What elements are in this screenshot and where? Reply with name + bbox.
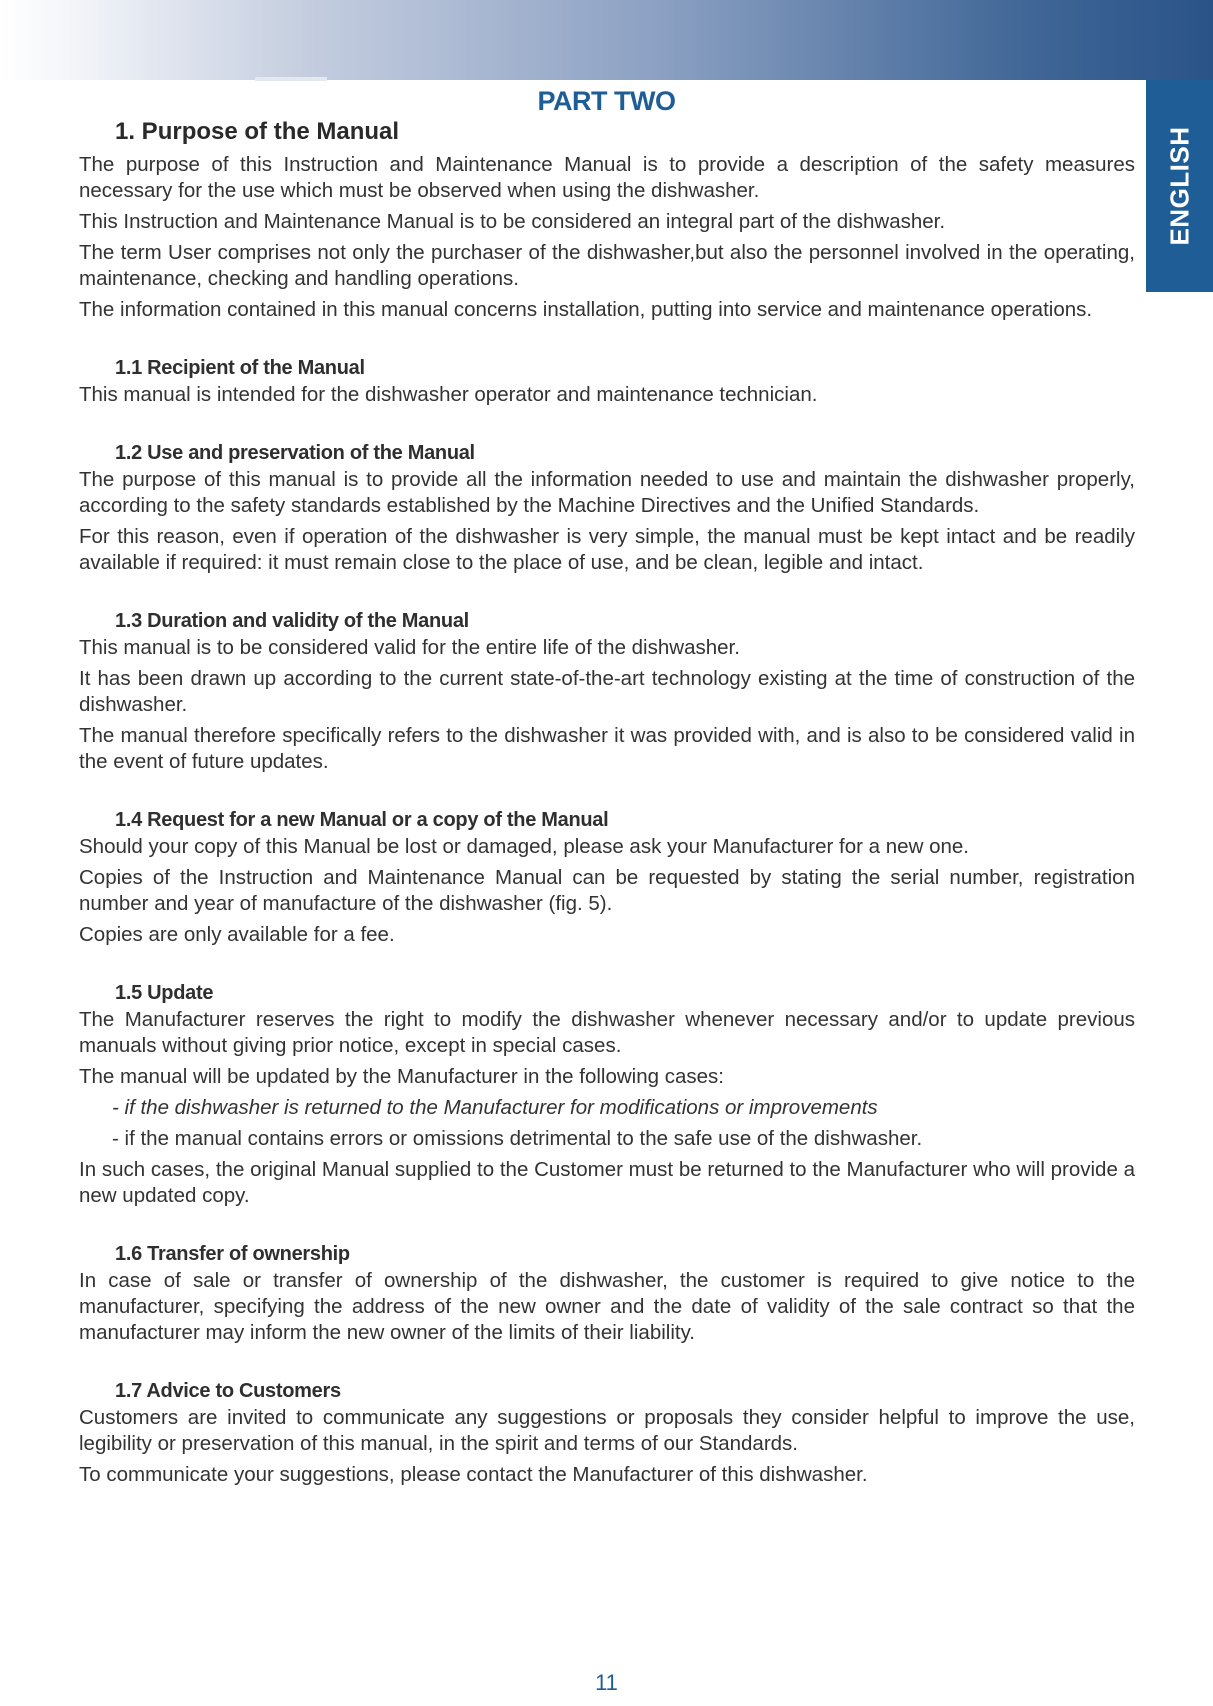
paragraph: The information contained in this manual concerns installation, putting into service and maintenance operations. [79,298,1093,321]
list-item: - if the manual contains errors or omissions detrimental to the safe use of the dishwasher. [112,1127,923,1150]
section-title: 1. Purpose of the Manual [115,118,400,145]
paragraph: The purpose of this Instruction and Maintenance Manual is to provide a description of the safety measures necessary for the use which must be observed when using the dishwasher. [79,153,1135,202]
paragraph: The term User comprises not only the purchaser of the dishwasher,but also the personnel involved in the operating, maintenance, checking and handling operations. [79,241,1135,290]
page-number: 11 [595,1670,618,1695]
subsection-title: 1.4 Request for a new Manual or a copy of the Manual [115,809,609,831]
paragraph: This manual is to be considered valid for the entire life of the dishwasher. [79,636,740,659]
paragraph: To communicate your suggestions, please contact the Manufacturer of this dishwasher. [79,1463,868,1486]
paragraph: The manual therefore specifically refers to the dishwasher it was provided with, and is also to be considered valid in the event of future updates. [79,724,1135,773]
paragraph: Customers are invited to communicate any suggestions or proposals they consider helpful to improve the use, legibility or preservation of this manual, in the spirit and terms of our Standards. [79,1406,1135,1455]
subsection-title: 1.5 Update [115,982,214,1004]
paragraph: In case of sale or transfer of ownership of the dishwasher, the customer is required to give notice to the manufacturer, specifying the address of the new owner and the date of validity of the sale contract so that the manufacturer may inform the new owner of the limits of their liability. [79,1269,1135,1344]
list-item: - if the dishwasher is returned to the Manufacturer for modifications or improvements [112,1096,878,1119]
paragraph: This manual is intended for the dishwasher operator and maintenance technician. [79,383,818,406]
paragraph: This Instruction and Maintenance Manual is to be considered an integral part of the dishwasher. [79,210,946,233]
paragraph: In such cases, the original Manual supplied to the Customer must be returned to the Manufacturer who will provide a new updated copy. [79,1158,1135,1207]
paragraph: For this reason, even if operation of the dishwasher is very simple, the manual must be kept intact and be readily available if required: it must remain close to the place of use, and be clean, legible and intact. [79,525,1135,574]
part-title: PART TWO [537,86,676,116]
header-band [0,0,1213,80]
manual-content [79,118,1135,1493]
subsection-title: 1.2 Use and preservation of the Manual [115,442,475,464]
paragraph: Copies are only available for a fee. [79,923,395,946]
header-accent-line [255,77,327,81]
subsection-title: 1.6 Transfer of ownership [115,1243,350,1265]
subsection-title: 1.7 Advice to Customers [115,1380,341,1402]
paragraph: It has been drawn up according to the current state-of-the-art technology existing at the time of construction of the dishwasher. [79,667,1135,716]
paragraph: The manual will be updated by the Manufacturer in the following cases: [79,1065,724,1088]
subsection-title: 1.1 Recipient of the Manual [115,357,365,379]
paragraph: The purpose of this manual is to provide all the information needed to use and maintain the dishwasher properly, according to the safety standards established by the Machine Directives and the Unified Standards. [79,468,1135,517]
paragraph: The Manufacturer reserves the right to modify the dishwasher whenever necessary and/or to update previous manuals without giving prior notice, except in special cases. [79,1008,1135,1057]
paragraph: Copies of the Instruction and Maintenance Manual can be requested by stating the serial number, registration number and year of manufacture of the dishwasher (fig. 5). [79,866,1135,915]
paragraph: Should your copy of this Manual be lost or damaged, please ask your Manufacturer for a new one. [79,835,969,858]
language-tab-label: ENGLISH [1164,126,1194,246]
subsection-title: 1.3 Duration and validity of the Manual [115,610,469,632]
